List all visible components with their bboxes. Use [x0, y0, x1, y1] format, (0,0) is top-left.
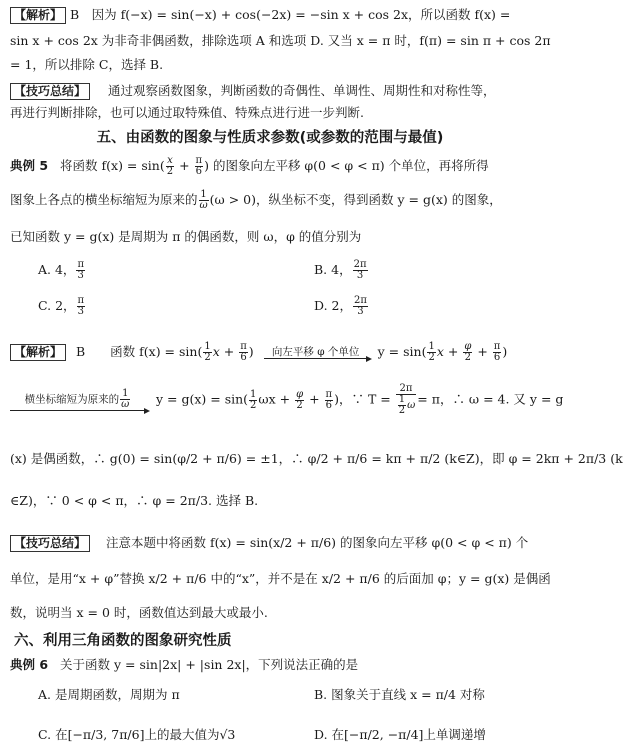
analysis-tag: 【解析】 [10, 7, 66, 24]
tip2-line-1 [10, 534, 532, 552]
fraction-pi-over-3 [77, 296, 86, 317]
example5-label: 典例 5 [10, 158, 49, 173]
frac-den: 2 [428, 352, 435, 363]
frac-num: π [493, 341, 501, 352]
frac-num: φ [296, 388, 304, 400]
example5-line-2 [10, 190, 532, 211]
example5-text-b: ) 的图象向左平移 φ(0 < φ < π) 个单位，再将所得 [204, 158, 489, 173]
analysis2-text-a: B 函数 f(x) = sin( [76, 344, 203, 359]
example6-line-1 [10, 656, 532, 674]
example5-text-d: (ω > 0)，纵坐标不变，得到函数 y = g(x) 的图象， [209, 192, 502, 207]
analysis2-text-b: y = sin( [377, 344, 427, 359]
frac-num: π [195, 155, 203, 166]
frac-den: 3 [357, 306, 364, 317]
example6-text: 关于函数 y = sin|2x| + |sin 2x|，下列说法正确的是 [60, 657, 359, 672]
fraction-1-over-omega [120, 389, 130, 410]
option-b-label: B. 4， [314, 262, 352, 277]
fraction-1-over-2 [249, 390, 257, 411]
frac-den: ω [199, 200, 208, 211]
analysis-line-2: sin x + cos 2x 为非奇非偶函数，排除选项 A 和选项 D. 又当 x = π 时，f(π) = sin π + cos 2π [10, 33, 551, 48]
frac-num: 1 [250, 388, 257, 400]
option-c-label: C. 2， [38, 298, 76, 313]
frac-num: φ [464, 341, 472, 352]
analysis2-text-f: = π，∴ ω = 4. 又 y = g [417, 391, 564, 407]
section-heading-6-row [14, 632, 532, 650]
example6-option-a[interactable]: A. 是周期函数，周期为 π [38, 687, 180, 702]
frac-den: 3 [77, 306, 84, 317]
analysis2-line-1: 【解析】 B 函数 f(x) = sin( $\frac{1}{2}$ x + $\frac{\pi}{6}$ ) 向左平移 φ 个单位 y = sin( $\frac{1}{2}$ x + $\frac{\varphi}{2}$ + $\frac{\pi}{6}$ ) [10, 342, 532, 363]
fraction-period [396, 384, 417, 416]
compress-arrow-label: 横坐标缩短为原来的 [24, 393, 120, 406]
var-omega: ω [407, 400, 416, 411]
frac-num: 1 [204, 341, 211, 352]
example5-line-3: 已知函数 y = g(x) 是周期为 π 的偶函数，则 ω，φ 的值分别为 [10, 229, 362, 244]
frac-num: 2π [353, 295, 367, 306]
frac-den: 2 [296, 399, 303, 411]
example6-option-d[interactable]: D. 在[−π/2, −π/4]上单调递增 [314, 727, 486, 742]
fraction-phi-over-2 [295, 390, 304, 411]
fraction-pi-over-6 [195, 156, 204, 177]
fraction-pi-over-6 [325, 390, 334, 411]
frac-num: 1 [200, 189, 207, 200]
frac-den: 2 [464, 352, 472, 363]
frac-den: 3 [356, 270, 364, 281]
option-d-label: D. 2， [314, 298, 352, 313]
section-heading-6: 六、利用三角函数的图象研究性质 [14, 633, 232, 649]
var-x: x [212, 344, 220, 359]
frac-num: π [325, 388, 333, 400]
tip2-text-1: 注意本题中将函数 f(x) = sin(x/2 + π/6) 的图象向左平移 φ(0 < φ < π) 个 [106, 535, 529, 550]
fraction-1-over-omega [199, 190, 209, 211]
tip-line-2: 再进行判断排除，也可以通过取特殊值、特殊点进行进一步判断. [10, 105, 364, 120]
frac-den: ω [121, 399, 130, 410]
fraction-pi-over-6 [493, 342, 502, 363]
frac-num: x [167, 155, 173, 166]
compress-arrow [10, 389, 146, 411]
example5-option-d[interactable] [314, 296, 369, 317]
frac-num: 1 [122, 388, 129, 399]
option-a-label: A. 4， [38, 262, 76, 277]
analysis2-text-e: )，∵ T = [334, 391, 391, 407]
example5-text-c: 图象上各点的横坐标缩短为原来的 [10, 192, 198, 207]
example5-option-c[interactable] [38, 296, 86, 317]
fraction-2pi-over-3 [353, 260, 368, 281]
fraction-2pi-over-3 [353, 296, 368, 317]
example6-option-c[interactable]: C. 在[−π/3, 7π/6]上的最大值为√3 [38, 727, 236, 742]
frac-num: 2π [353, 259, 367, 270]
fraction-phi-over-2 [463, 342, 472, 363]
frac-den: 2 [166, 166, 174, 177]
frac-den: 6 [240, 352, 247, 363]
frac-num: π [77, 259, 85, 270]
analysis2-line-4: ∈Z)，∵ 0 < φ < π，∴ φ = 2π/3. 选择 B. [10, 493, 259, 508]
frac-num: 1 [428, 341, 435, 352]
tip-text-1: 通过观察函数图象，判断函数的奇偶性、单调性、周期性和对称性等， [108, 83, 496, 98]
analysis2-line-2: 横坐标缩短为原来的 $\frac{1}{\omega}$ y = g(x) = sin( $\frac{1}{2}$ ωx + $\frac{\varphi}{2}$ + $\frac{\pi}{6}$ )，∵ T = 2π $\frac{1}{2}$ ω = π，∴ ω = 4. 又 y = g [10, 384, 532, 416]
fraction-pi-over-6 [239, 342, 248, 363]
analysis-line-3: = 1，所以排除 C，选择 B. [10, 57, 164, 72]
frac-num: π [240, 341, 247, 352]
tip-tag: 【技巧总结】 [10, 83, 90, 100]
shift-arrow [264, 346, 368, 359]
example5-option-b[interactable] [314, 260, 369, 281]
fraction-x-over-2 [166, 156, 174, 177]
tip2-line-2: 单位，是用“x + φ”替换 x/2 + π/6 中的“x”，并不是在 x/2 + π/6 的后面加 φ；y = g(x) 是偶函 [10, 571, 551, 586]
tip-line-1 [10, 82, 532, 100]
analysis2-text-c: y = g(x) = sin( [155, 391, 249, 407]
fraction-1-over-2 [398, 395, 406, 416]
frac-den: 2 [250, 399, 257, 411]
frac-den: 6 [493, 352, 501, 363]
tip2-tag: 【技巧总结】 [10, 535, 90, 552]
fraction-1-over-2 [427, 342, 435, 363]
example5-option-a[interactable] [38, 260, 86, 281]
analysis-line-1 [10, 6, 532, 24]
tip2-line-3: 数，说明当 x = 0 时，函数值达到最大或最小. [10, 605, 268, 620]
example6-label: 典例 6 [10, 657, 49, 672]
frac-den: 2 [204, 352, 211, 363]
fraction-pi-over-3 [76, 260, 85, 281]
frac-den: 3 [77, 270, 84, 281]
frac-num: 1 [398, 394, 406, 405]
frac-den: 6 [325, 399, 333, 411]
section-heading-5: 五、由函数的图象与性质求参数(或参数的范围与最值) [96, 130, 444, 146]
shift-arrow-label: 向左平移 φ 个单位 [271, 346, 360, 358]
analysis2-tag: 【解析】 [10, 344, 66, 361]
analysis2-line-3: (x) 是偶函数，∴ g(0) = sin(φ/2 + π/6) = ±1，∴ φ/2 + π/6 = kπ + π/2 (k∈Z)，即 φ = 2kπ + 2π/3 (k [10, 451, 623, 466]
frac-num: π [77, 295, 85, 306]
frac-den: 2 [398, 405, 406, 416]
example5-line-1: 典例 5 将函数 f(x) = sin( $\frac{x}{2}$ + $\frac{\pi}{6}$ ) 的图象向左平移 φ(0 < φ < π) 个单位，再将所得 [10, 155, 489, 177]
example5-text-a: 将函数 f(x) = sin( [60, 158, 165, 173]
frac-num: 2π [396, 384, 417, 395]
fraction-1-over-2 [203, 342, 211, 363]
frac-den-compound [396, 395, 417, 416]
var-x: x [436, 344, 444, 359]
frac-den: 6 [195, 166, 202, 177]
analysis-text-1: B 因为 f(−x) = sin(−x) + cos(−2x) = −sin x + cos 2x，所以函数 f(x) = [70, 7, 511, 22]
example6-option-b[interactable]: B. 图象关于直线 x = π/4 对称 [314, 687, 485, 702]
analysis2-text-d: ωx + [258, 391, 291, 407]
